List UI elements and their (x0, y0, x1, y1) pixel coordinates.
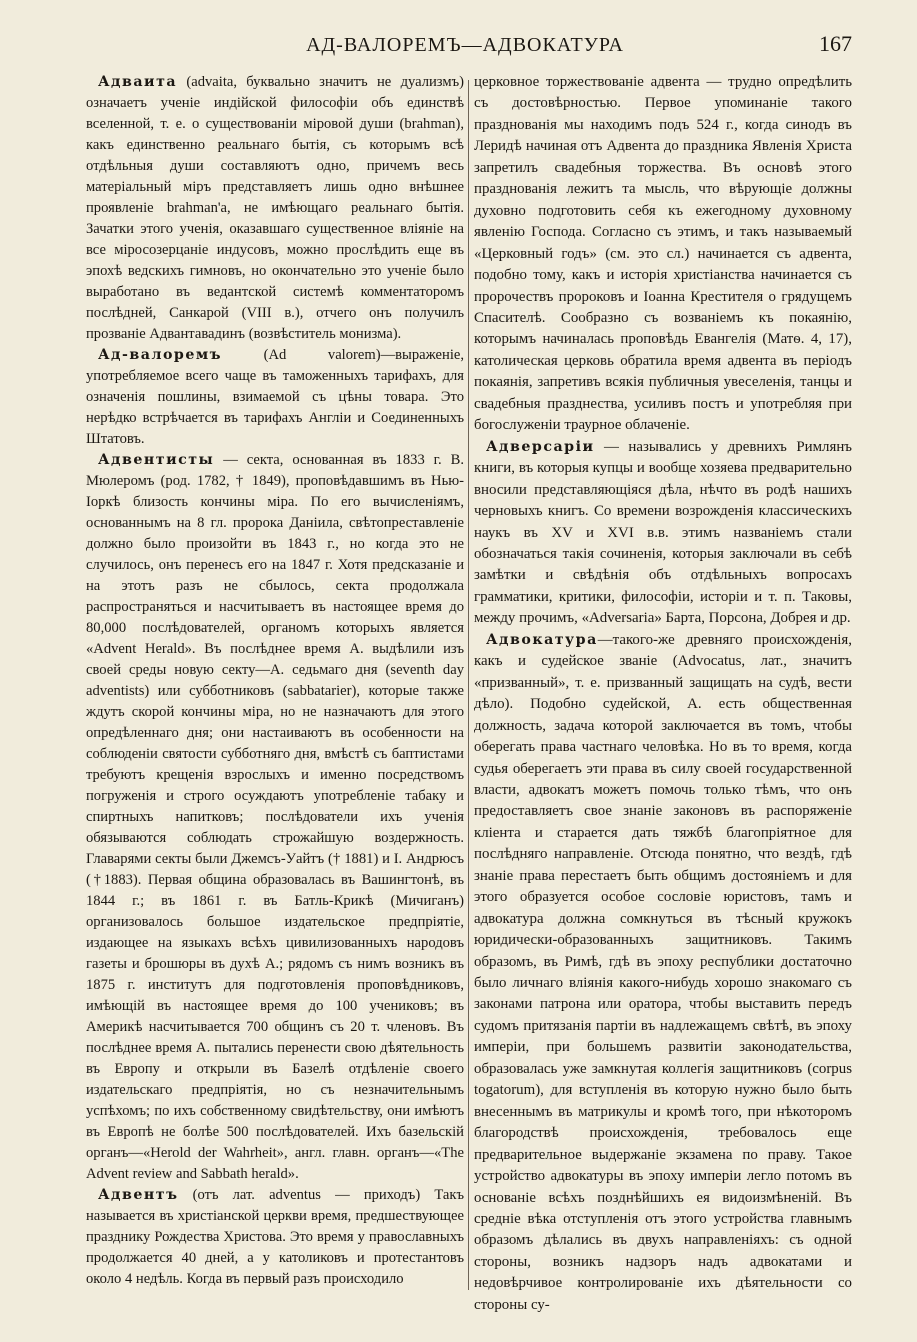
page-header (78, 31, 852, 60)
entry-advent-continued: церковное торжествованіе адвента — трудно опредѣлить съ достовѣрностью. Первое упоминаніе такого празднованія мы находимъ подъ 524 г., когда синодъ въ Леридѣ начиная отъ Адвента до праздника Явленія Христа запретилъ свадебныя торжества. Въ основѣ этого празднованія лежитъ та мысль, что вѣрующіе должны духовно подготовить себя къ ежегодному духовному явленію Господа. Согласно съ этимъ, и такъ называемый «Церковный годъ» (см. это сл.) начинается съ адвента, подобно тому, какъ и исторія христіанства начинается съ пророчествъ пророковъ и Іоанна Крестителя о грядущемъ Спасителѣ. Сообразно съ возваніемъ къ покаянію, которымъ начиналась проповѣдь Евангелія (Матѳ. 4, 17), католическая церковь обратила время адвента въ періодъ покаянія, запретивъ всякія публичныя увеселенія, танцы и свадебныя празднества, усиливъ постъ и употребляя при богослуженіи траурное облаченіе. (474, 74, 852, 434)
entry-headword: Адвентъ (98, 1187, 179, 1203)
left-column (86, 72, 464, 1290)
entry-ad-valorem (86, 345, 464, 450)
entry-headword: Адваита (98, 74, 178, 90)
entry-advent (86, 1185, 464, 1290)
entry-text: (отъ лат. adventus — приходъ) Такъ называется въ христіанской церкви время, предшествующее празднику Рождества Христова. Это время у православныхъ продолжается 40 дней, а у католиковъ и протестантовъ около 4 недѣль. Когда въ первый разъ происходило (86, 1187, 464, 1287)
entry-headword: Адвентисты (98, 452, 215, 468)
entry-text: — назывались у древнихъ Римлянъ книги, въ которыя купцы и вообще хозяева предварительно вносили представляющіяся дѣла, нѣчто въ родѣ нашихъ черновыхъ книгъ. Со времени возрожденія классическихъ наукъ въ XV и XVI в.в. этимъ названіемъ стали обозначаться такія сочиненія, которыя заключали въ себѣ замѣтки и свѣдѣнія объ отдѣльныхъ вопросахъ грамматики, критики, философіи, исторіи и т. п. Таковы, между прочимъ, «Adversaria» Барта, Порсона, Добрея и др. (474, 438, 852, 627)
entry-text: —такого-же древняго происхожденія, какъ и судейское званіе (Advocatus, лат., значитъ «призванный», т. е. призванный защищать на судѣ, вести дѣло). Подобно судейской, А. есть общественная должность, задача которой заключается въ томъ, чтобы оберегать права частнаго человѣка. Но въ то время, когда судья оберегаетъ эти права въ силу своей государственной власти, адвокатъ можетъ помочь только тѣмъ, что онъ предоставляетъ свое знаніе законовъ въ распоряженіе кліента и старается дать тяжбѣ благопріятное для послѣдняго направленіе. Отсюда понятно, что вездѣ, гдѣ знаніе права перестаетъ быть общимъ достояніемъ и для этого образуется особое сословіе юристовъ, тамъ и адвокатура должна сомкнуться въ тѣсный кружокъ юридически-образованныхъ защитниковъ. Такимъ образомъ, въ Римѣ, гдѣ въ эпоху республики достаточно было личнаго вліянія какого-нибудь хорошо знакомаго съ законами патрона или оратора, чтобы выставить передъ судомъ притязанія партіи въ надлежащемъ свѣтѣ, въ эпоху имперіи, при большемъ развитіи законодательства, образовалась уже замкнутая коллегія защитниковъ (corpus togatorum), для вступленія въ которую нужно было быть внесеннымъ въ матрикулы и кромѣ того, при нѣкоторомъ благородствѣ происхожденія, требовалось еще предварительное выдержаніе экзамена по праву. Такое устройство адвокатуры въ эпоху имперіи легло потомъ въ основаніе всѣхъ позднѣйшихъ ея видоизмѣненій. Въ средніе вѣка отступленія отъ этого устройства главнымъ образомъ дѣлались въ двухъ направленіяхъ: съ одной стороны, возникъ надзоръ надъ адвокатами и недовѣрчивое контролированіе ихъ дѣятельности со стороны су- (474, 631, 852, 1313)
entry-advaita (86, 72, 464, 345)
entry-advokatura (474, 630, 852, 1317)
entry-text: (Ad valorem)—выраженіе, употребляемое всего чаще въ таможенныхъ тарифахъ, для означенія пошлины, взимаемой съ цѣны товара. Это нерѣдко встрѣчается въ тарифахъ Англіи и Соединенныхъ Штатовъ. (86, 347, 464, 447)
entry-text: (advaita, буквально значитъ не дуализмъ) означаетъ ученіе индійской философіи объ единствѣ вселенной, т. е. о существованіи міровой души (brahman), какъ единственно реальнаго бытія, съ которымъ всѣ отдѣльныя души составляютъ одно, причемъ весь матеріальный міръ представляетъ лишь одно внѣшнее проявленіе brahman'a, не имѣющаго реальнаго бытія. Зачатки этого ученія, оказавшаго существенное вліяніе на все міросозерцаніе индусовъ, можно прослѣдить еще въ эпохѣ ведскихъ гимновъ, но окончательно это ученіе было выработано въ ведантской системѣ комментаторомъ послѣдней, Санкарой (VIII в.), отчего онъ получилъ прозваніе Адвантавадинъ (возвѣститель монизма). (86, 74, 464, 342)
entry-headword: Адвокатура (486, 631, 598, 648)
entry-adversaria (474, 437, 852, 630)
entry-text: — секта, основанная въ 1833 г. В. Мюлеромъ (род. 1782, † 1849), проповѣдавшимъ въ Нью-Іоркѣ близость кончины міра. По его вычисленіямъ, основаннымъ на 8 гл. пророка Даніила, свѣтопреставленіе должно было произойти въ 1843 г., но когда это не случилось, онъ перенесъ его на 1847 г. Хотя предсказаніе и на этотъ разъ не сбылось, секта продолжала распространяться и насчитываетъ въ настоящее время до 80,000 послѣдователей, органомъ которыхъ является «Advent Herald». Въ послѣднее время А. выдѣлили изъ своей среды новую секту—А. седьмаго дня (seventh day adventists) или субботниковъ (sabbatarier), которые также ждутъ скорой кончины міра, но не назначаютъ для этого опредѣленнаго дня; они настаиваютъ въ особенности на соблюденіи святости субботняго дня, вмѣстѣ съ баптистами требуютъ крещенія взрослыхъ и именно посредствомъ погруженія и строго осуждаютъ употребленіе табаку и спиртныхъ напитковъ; послѣдователи ихъ ученія обязываются соблюдать строжайшую воздержность. Главарями секты были Джемсъ-Уайтъ († 1881) и І. Андрюсъ (†1883). Первая община образовалась въ Вашингтонѣ, въ 1844 г.; въ 1861 г. въ Батль-Крикѣ (Мичиганъ) организовалось большое издательское предпріятіе, издающее на языкахъ всѣхъ цивилизованныхъ народовъ газеты и брошюры въ духѣ А.; рядомъ съ нимъ возникъ въ 1875 г. институтъ для подготовленія проповѣдниковъ, имѣющій въ настоящее время до 100 учениковъ; въ Америкѣ насчитывается 700 общинъ съ 20 т. членовъ. Въ послѣднее время А. пытались перенести свою дѣятельность въ Европу и открыли въ Базелѣ отдѣленіе своего издательскаго предпріятія, но съ незначительнымъ успѣхомъ; по ихъ собственному свидѣтельству, они имѣютъ въ Европѣ не болѣе 500 послѣдователей. Ихъ базельскій органъ—«Herold der Wahrheit», англ. главн. органъ—«The Advent review and Sabbath herald». (86, 452, 464, 1182)
entry-headword: Адверсаріи (486, 438, 595, 455)
entry-adventists (86, 450, 464, 1185)
page-number: 167 (819, 31, 852, 56)
column-divider (468, 80, 469, 1290)
entry-headword: Ад-валоремъ (98, 347, 223, 363)
right-column (474, 72, 852, 1316)
running-head: АД-ВАЛОРЕМЪ—АДВОКАТУРА (306, 34, 624, 56)
